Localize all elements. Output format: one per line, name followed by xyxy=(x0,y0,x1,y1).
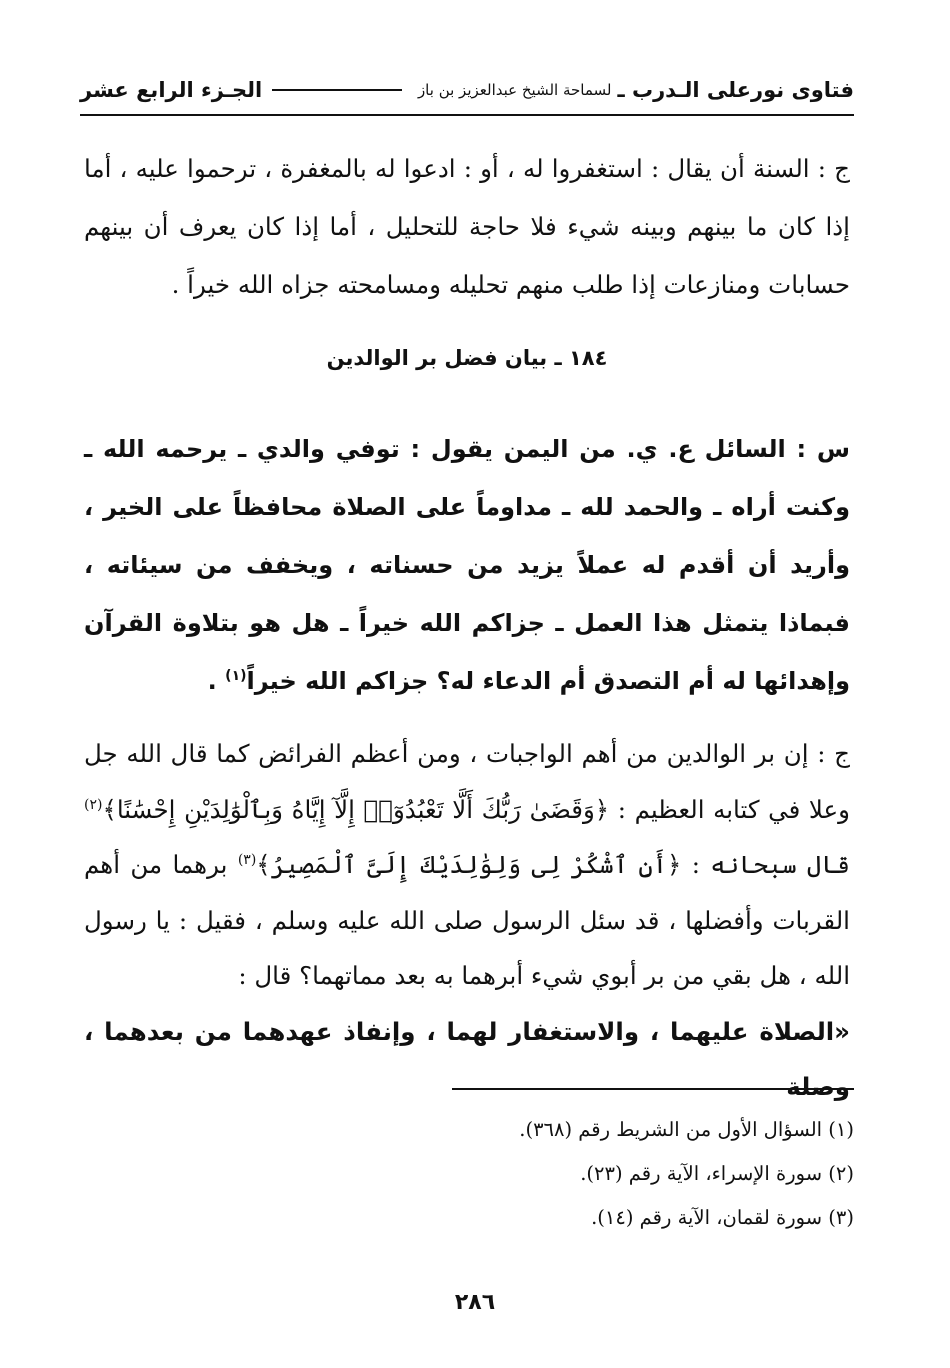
previous-answer-text: ج : السنة أن يقال : استغفروا له ، أو : ادعوا له بالمغفرة ، ترحموا عليه ، أما إذا كان ما بينهم وبينه شيء فلا حاجة للتحليل ، أما إذا كان يعرف أن بينهم حسابات ومنازعات إذا طلب منهم تحليله ومسامحته جزاه الله خيراً . xyxy=(84,154,850,299)
answer-part-1: ج : إن بر الوالدين من أهم الواجبات ، ومن أعظم الفرائض كما قال الله جل وعلا في كتابه العظيم : xyxy=(84,739,850,824)
question-text xyxy=(84,420,850,710)
footnotes xyxy=(300,1108,854,1240)
section-title: ١٨٤ ـ بيان فضل بر الوالدين xyxy=(326,346,608,370)
hadith-text: «الصلاة عليهما ، والاستغفار لهما ، وإنفاذ عهدهما من بعدهما ، وصلة xyxy=(84,1016,850,1101)
quran-verse-2: ﴿أَنِ ٱشْكُرْ لِى وَلِوَٰلِدَيْكَ إِلَىَّ ٱلْمَصِيرُ﴾ xyxy=(256,850,682,879)
header-part: الجـزء الرابع عشر xyxy=(80,78,263,102)
footnote-ref-2: (٢) xyxy=(84,796,103,813)
footnote-1: (١) السؤال الأول من الشريط رقم (٣٦٨). xyxy=(519,1118,854,1141)
question-end: . xyxy=(207,667,226,695)
footnote-ref-1: (١) xyxy=(225,668,247,684)
footnote-3: (٣) سورة لقمان، الآية رقم (١٤). xyxy=(591,1206,854,1229)
previous-answer xyxy=(84,140,850,314)
footnote-ref-3: (٣) xyxy=(237,851,257,868)
footnote-divider xyxy=(452,1088,854,1090)
page-number: ٢٨٦ xyxy=(454,1290,496,1315)
question xyxy=(84,420,850,710)
answer-text xyxy=(84,726,850,1115)
footnote-2: (٢) سورة الإسراء، الآية رقم (٢٣). xyxy=(580,1162,854,1185)
answer-part-2: قال سبحانه : xyxy=(681,850,850,879)
header-rule xyxy=(272,89,402,91)
question-body: س : السائل ع. ي. من اليمن يقول : توفي والدي ـ يرحمه الله ـ وكنت أراه ـ والحمد لله ـ مداوماً على الصلاة محافظاً على الخير ، وأريد أن أقدم له عملاً يزيد من حسناته ، ويخفف من سيئاته ، فبماذا يتمثل هذا العمل ـ جزاكم الله خيراً ـ هل هو بتلاوة القرآن وإهدائها له أم التصدق أم الدعاء له؟ جزاكم الله خيراً xyxy=(84,435,850,695)
answer-part-3: برهما من أهم القربات وأفضلها ، قد سئل الرسول صلى الله عليه وسلم ، فقيل : يا رسول الله ، هل بقي من بر أبوي شيء أبرهما به بعد مماتهما؟ قال : xyxy=(84,850,850,990)
header-book-title: فتاوى نورعلى الـدرب ـ xyxy=(617,78,854,102)
quran-verse-1: ﴿وَقَضَىٰ رَبُّكَ أَلَّا تَعْبُدُوٓا۟ إِلَّآ إِيَّاهُ وَبِٱلْوَٰلِدَيْنِ إِحْسَٰنًا﴾ xyxy=(102,794,610,824)
header-author: لسماحة الشيخ عبدالعزيز بن باز xyxy=(417,81,612,99)
running-header xyxy=(80,72,854,108)
header-underline xyxy=(80,114,854,116)
answer xyxy=(84,726,850,1115)
